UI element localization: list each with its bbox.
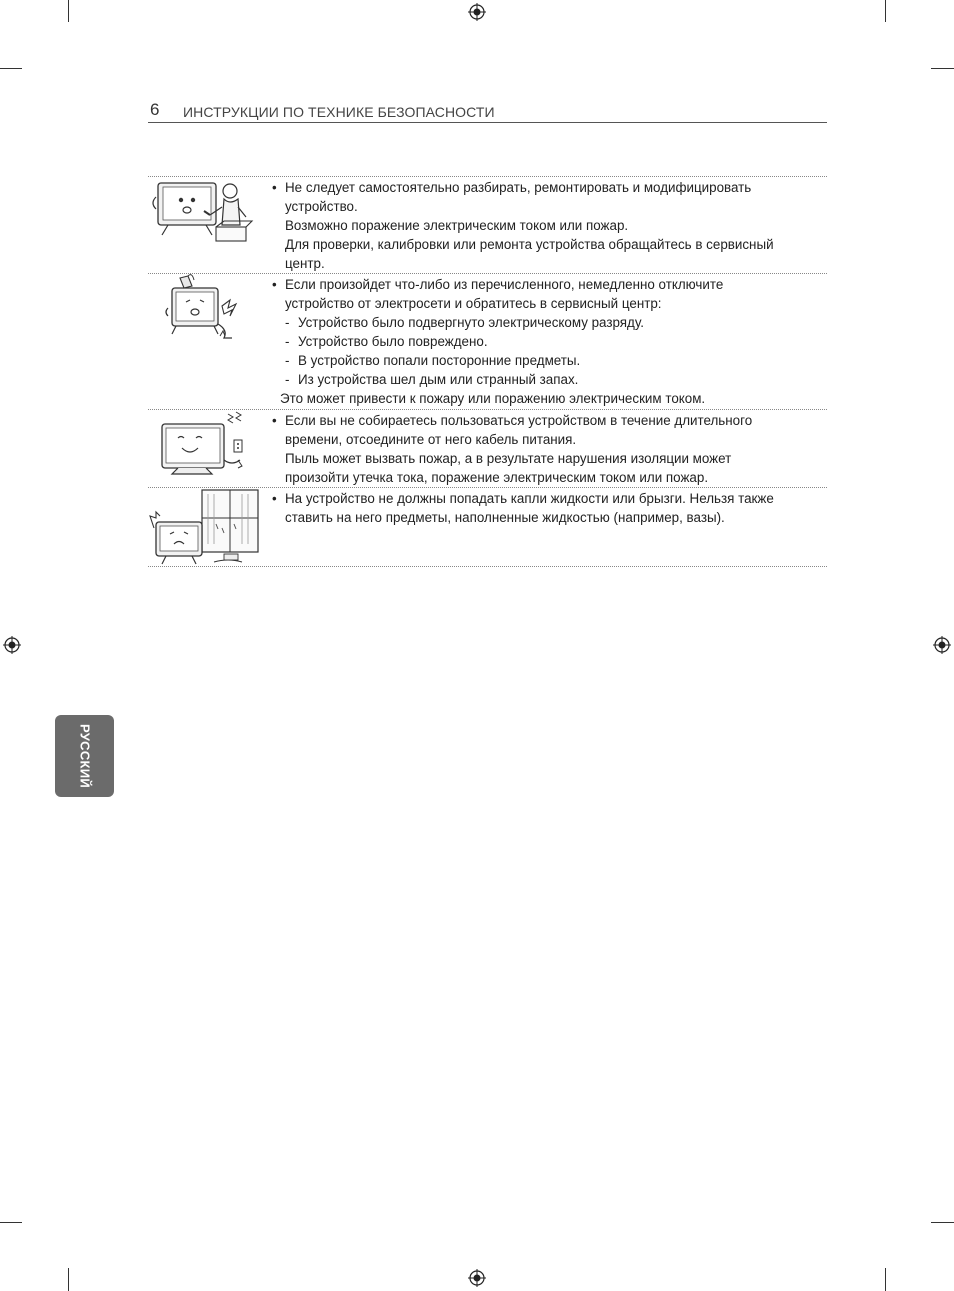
text-line: времени, отсоедините от него кабель питания. [285,432,577,447]
tv-liquid-warning-illustration-icon [148,488,263,566]
text-line: устройство от электросети и обратитесь в сервисный центр: [285,296,662,311]
crop-mark [68,0,69,22]
safety-item [148,410,827,488]
safety-item [148,177,827,274]
tv-damage-warning-illustration-icon [148,274,263,354]
text-line: произойти утечка тока, поражение электрическим током или пожар. [285,470,709,485]
safety-item [148,488,827,567]
text-line: ставить на него предметы, наполненные жидкостью (например, вазы). [285,510,725,525]
text-line: устройство. [285,199,358,214]
safety-item-text [271,489,827,527]
dash-line: - В устройство попали посторонние предметы. [285,353,581,368]
dash-line: - Устройство было повреждено. [285,334,488,349]
crop-mark [931,68,954,69]
page-header [148,100,827,123]
safety-item [148,274,827,410]
page-number: 6 [150,100,160,119]
crop-mark [885,1268,886,1291]
safety-item-text [271,178,827,273]
bullet-icon: • [272,180,277,195]
registration-mark-icon [3,636,21,654]
dash-line: - Устройство было подвергнуто электрическому разряду. [285,315,644,330]
text-line: Пыль может вызвать пожар, а в результате нарушения изоляции может [285,451,732,466]
language-tab [55,715,114,797]
bullet-line: • Если произойдет что-либо из перечисленного, немедленно отключите [272,277,724,292]
bullet-icon: • [272,277,277,292]
bullet-icon: • [272,413,277,428]
bullet-line: • Если вы не собираетесь пользоваться устройством в течение длительного [272,413,753,428]
registration-mark-icon [933,636,951,654]
tv-unplug-illustration-icon [148,410,263,488]
tv-disassembly-warning-illustration-icon [148,177,263,273]
bullet-icon: • [272,491,277,506]
crop-mark [0,1222,22,1223]
safety-item-text [271,411,827,487]
bullet-line: • На устройство не должны попадать капли жидкости или брызги. Нельзя также [272,491,774,506]
registration-mark-icon [468,3,486,21]
dash-line: - Из устройства шел дым или странный запах. [285,372,579,387]
language-tab-label: РУССКИЙ [77,723,92,789]
safety-item-text [271,275,827,408]
safety-instructions-list [148,176,827,567]
page-title: ИНСТРУКЦИИ ПО ТЕХНИКЕ БЕЗОПАСНОСТИ [183,104,495,120]
text-line: Возможно поражение электрическим током или пожар. [285,218,629,233]
crop-mark [931,1222,954,1223]
registration-mark-icon [468,1269,486,1287]
crop-mark [0,68,22,69]
text-line: центр. [285,256,325,271]
text-line: Для проверки, калибровки или ремонта устройства обращайтесь в сервисный [285,237,774,252]
text-line: Это может привести к пожару или поражению электрическим током. [280,391,706,406]
bullet-line: • Не следует самостоятельно разбирать, ремонтировать и модифицировать [272,180,752,195]
crop-mark [68,1268,69,1291]
crop-mark [885,0,886,22]
